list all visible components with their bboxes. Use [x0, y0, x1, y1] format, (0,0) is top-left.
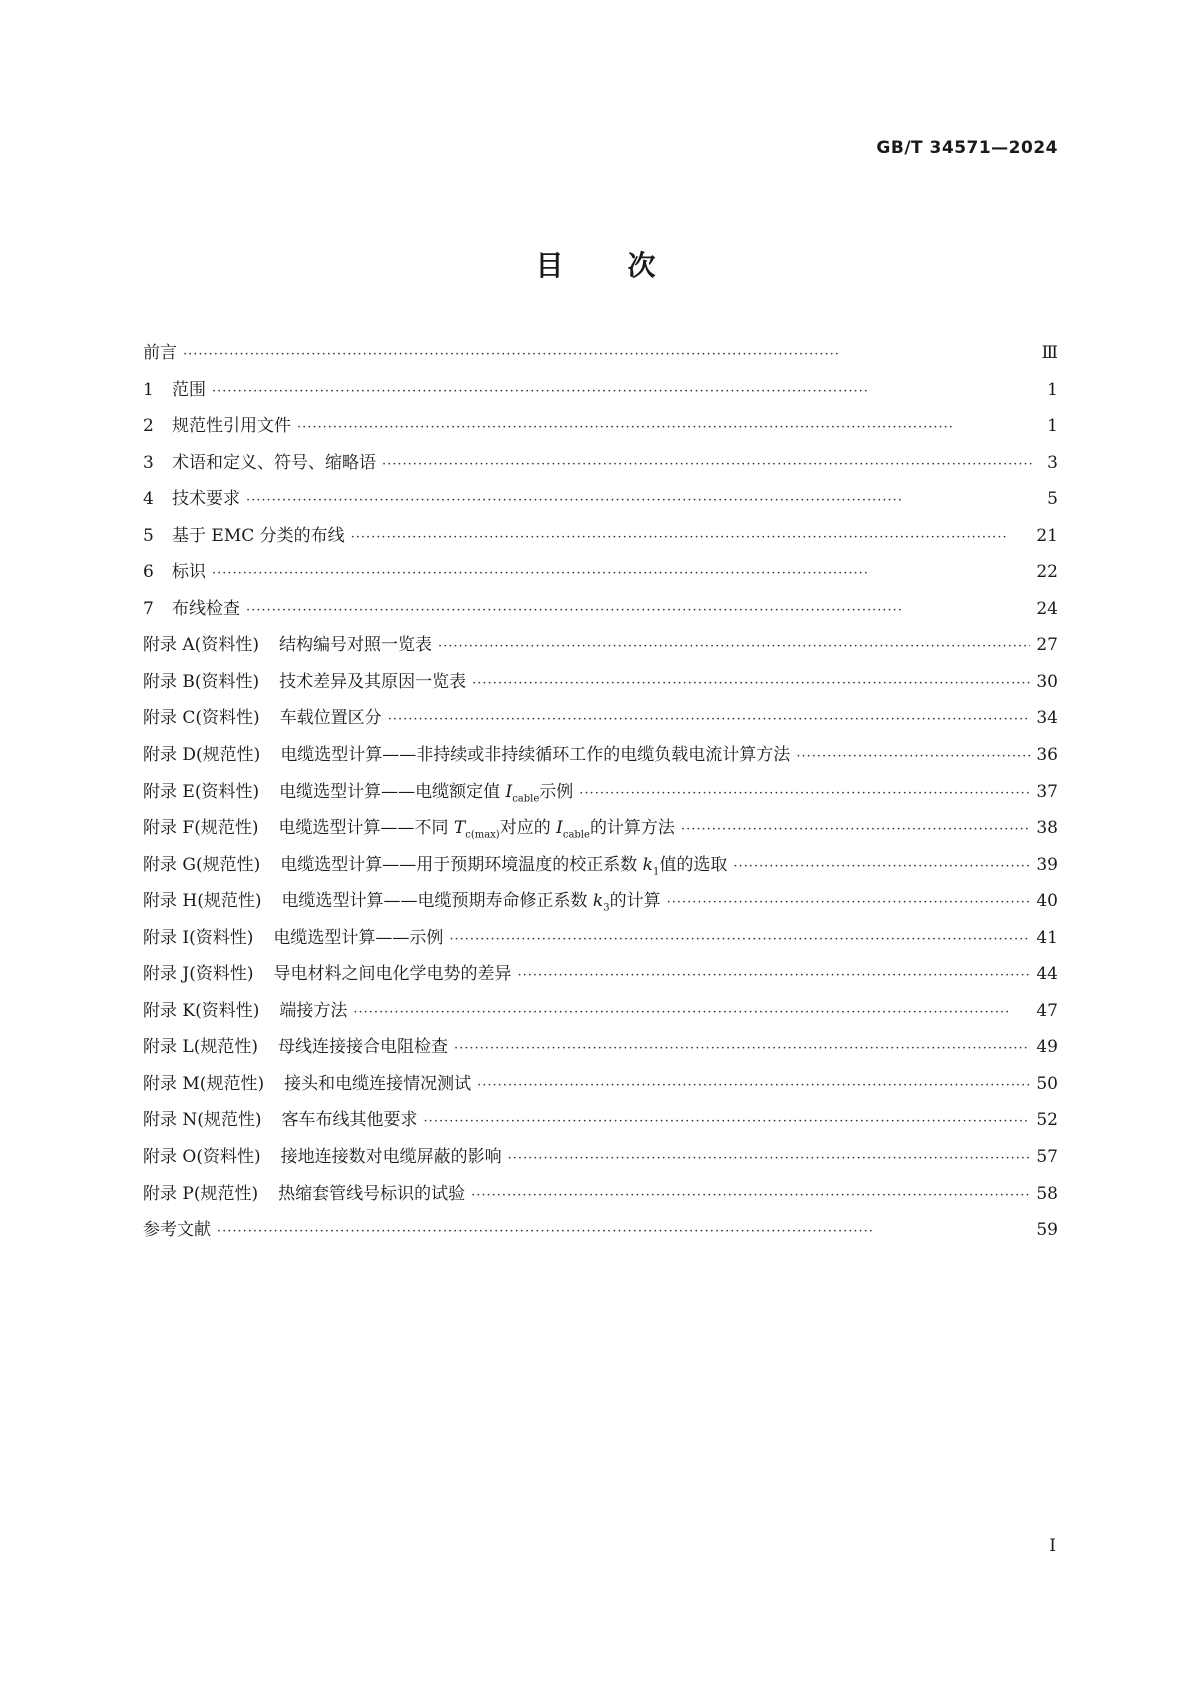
toc-entry-subscript: 1: [652, 866, 660, 878]
toc-entry-title: [282, 886, 661, 913]
toc-entry-title-text: 术语和定义、符号、缩略语: [172, 452, 376, 473]
toc-entry-title: [278, 1032, 448, 1057]
toc-entry-title-text: 电缆选型计算——电缆预期寿命修正系数: [281, 891, 588, 912]
toc-dot-leader: [733, 859, 1030, 874]
toc-entry-page-number: 1: [1047, 416, 1058, 437]
toc-entry-number: 1: [143, 379, 154, 400]
toc-entry-appendix-label: 附录 P(规范性): [143, 1183, 259, 1204]
toc-entry-title: [284, 1069, 471, 1094]
toc-entry-page-number: 3: [1047, 452, 1058, 473]
toc-dot-leader: [424, 1114, 1031, 1129]
toc-entry-title-text: 端接方法: [279, 1000, 348, 1021]
toc-entry-page-number: 38: [1036, 818, 1058, 839]
toc-entry[interactable]: [143, 594, 1058, 631]
toc-entry-page-number: 49: [1036, 1037, 1058, 1058]
toc-entry-title: [273, 959, 511, 984]
toc-entry-title: [172, 411, 291, 436]
toc-entry[interactable]: [143, 923, 1058, 960]
toc-entry-page-number: 47: [1036, 1000, 1058, 1021]
toc-entry-title-text: 结构编号对照一览表: [278, 635, 432, 656]
toc-dot-leader: [681, 822, 1030, 837]
toc-entry-title: [172, 375, 206, 400]
toc-entry-title-text: 热缩套管线号标识的试验: [278, 1183, 466, 1204]
toc-entry[interactable]: [143, 1179, 1058, 1216]
toc-entry-title-text: 示例: [539, 781, 574, 802]
toc-entry-title: [143, 1215, 211, 1240]
toc-entry-subscript: cable: [512, 792, 540, 804]
toc-entry-title-text: 电缆选型计算——不同: [278, 818, 449, 839]
toc-entry-title: [278, 1179, 465, 1204]
toc-entry-number: 3: [143, 452, 154, 473]
toc-entry-page-number: 59: [1036, 1220, 1058, 1241]
toc-entry[interactable]: [143, 777, 1058, 814]
toc-entry-appendix-label: 附录 D(规范性): [143, 745, 261, 766]
toc-heading-part1: 目: [535, 249, 564, 282]
toc-dot-leader: [454, 1041, 1030, 1056]
toc-entry-title: [172, 557, 206, 582]
toc-entry[interactable]: [143, 667, 1058, 704]
toc-entry-subscript: cable: [562, 829, 590, 841]
toc-entry-variable: I: [505, 781, 513, 802]
toc-dot-leader: [388, 712, 1031, 727]
toc-entry-page-number: 50: [1036, 1073, 1058, 1094]
toc-entry-appendix-label: 附录 L(规范性): [143, 1037, 258, 1058]
toc-dot-leader: [246, 603, 1030, 618]
toc-entry-title: [279, 667, 466, 692]
toc-entry-title-text: 范围: [172, 379, 206, 400]
toc-entry-number: 4: [143, 489, 154, 510]
toc-dot-leader: [297, 420, 1034, 435]
toc-dot-leader: [438, 639, 1030, 654]
toc-entry-page-number: 37: [1036, 781, 1058, 802]
toc-entry-title-text: 客车布线其他要求: [281, 1110, 418, 1131]
toc-entry-appendix-label: 附录 F(规范性): [143, 818, 259, 839]
toc-entry-title-text: 技术差异及其原因一览表: [279, 671, 467, 692]
toc-entry[interactable]: [143, 1142, 1058, 1179]
toc-entry[interactable]: [143, 959, 1058, 996]
toc-entry-page-number: 39: [1036, 854, 1058, 875]
toc-entry-page-number: 41: [1036, 927, 1058, 948]
toc-entry-appendix-label: 附录 J(资料性): [143, 964, 254, 985]
toc-entry-page-number: 21: [1036, 525, 1058, 546]
toc-entry-title-text: 接头和电缆连接情况测试: [284, 1073, 472, 1094]
toc-entry-subscript: 3: [603, 902, 610, 914]
toc-entry-appendix-label: 附录 N(规范性): [143, 1110, 262, 1131]
toc-entry[interactable]: [143, 850, 1058, 887]
toc-entry[interactable]: [143, 1215, 1058, 1252]
toc-entry-title-text: 接地连接数对电缆屏蔽的影响: [280, 1147, 502, 1168]
toc-entry-title-text: 电缆选型计算——非持续或非持续循环工作的电缆负载电流计算方法: [280, 745, 791, 766]
toc-entry-title-text: 对应的: [499, 818, 551, 839]
toc-entry-page-number: 40: [1036, 891, 1058, 912]
toc-dot-leader: [382, 457, 1034, 472]
standard-code: GB/T 34571—2024: [876, 138, 1058, 158]
toc-entry[interactable]: [143, 886, 1058, 923]
toc-dot-leader: [351, 530, 1031, 545]
toc-entry-title: [172, 484, 240, 509]
toc-entry[interactable]: [143, 703, 1058, 740]
toc-entry-appendix-label: 附录 A(资料性): [143, 635, 259, 656]
toc-dot-leader: [212, 384, 1034, 399]
toc-entry-title-text: 电缆选型计算——用于预期环境温度的校正系数: [280, 854, 638, 875]
toc-entry-title-text: 参考文献: [143, 1220, 211, 1241]
toc-dot-leader: [183, 347, 1034, 362]
toc-entry-appendix-label: 附录 O(资料性): [143, 1147, 261, 1168]
toc-entry[interactable]: [143, 375, 1058, 412]
toc-dot-leader: [508, 1151, 1031, 1166]
toc-entry-page-number: 27: [1036, 635, 1058, 656]
toc-entry-title-text: 基于 EMC 分类的布线: [172, 525, 345, 546]
toc-entry-title: [280, 740, 790, 765]
toc-entry-variable: T: [453, 818, 466, 839]
toc-dot-leader: [353, 1005, 1030, 1020]
toc-entry-title-text: 的计算: [609, 891, 661, 912]
toc-entry-title-text: 布线检查: [172, 598, 240, 619]
toc-entry[interactable]: [143, 557, 1058, 594]
toc-entry-number: 7: [143, 598, 154, 619]
toc-entry-title: [279, 630, 432, 655]
page-folio: I: [1049, 1536, 1056, 1556]
toc-heading-part2: 次: [627, 249, 656, 282]
toc-entry-appendix-label: 附录 K(资料性): [143, 1000, 260, 1021]
toc-entry-page-number: 24: [1036, 598, 1058, 619]
toc-dot-leader: [667, 895, 1031, 910]
toc-entry-page-number: 44: [1036, 964, 1058, 985]
toc-entry-title-text: 电缆选型计算——电缆额定值: [279, 781, 501, 802]
toc-entry[interactable]: [143, 484, 1058, 521]
toc-entry-variable: k: [592, 891, 604, 912]
toc-entry-appendix-label: 附录 H(规范性): [143, 891, 262, 912]
toc-entry-title: [172, 448, 376, 473]
toc-dot-leader: [449, 932, 1030, 947]
toc-dot-leader: [579, 786, 1030, 801]
toc-dot-leader: [471, 1188, 1030, 1203]
toc-entry-title: [282, 1105, 418, 1130]
toc-entry-number: 5: [143, 525, 154, 546]
toc-entry-title-text: 导电材料之间电化学电势的差异: [273, 964, 512, 985]
toc-entry-page-number: 5: [1047, 489, 1058, 510]
toc-heading: [0, 244, 1191, 284]
toc-dot-leader: [217, 1224, 1030, 1239]
toc-entry-title-text: 前言: [143, 343, 177, 363]
toc-entry[interactable]: [143, 411, 1058, 448]
toc-entry-page-number: 22: [1036, 562, 1058, 583]
toc-entry[interactable]: [143, 1032, 1058, 1069]
toc-dot-leader: [246, 493, 1034, 508]
toc-entry[interactable]: [143, 1069, 1058, 1106]
toc-entry-title-text: 技术要求: [172, 489, 240, 510]
toc-dot-leader: [477, 1078, 1030, 1093]
toc-entry-title-text: 值的选取: [659, 854, 728, 875]
toc-entry-variable: I: [556, 818, 563, 839]
toc-entry[interactable]: [143, 338, 1058, 375]
toc-entry-title-text: 车载位置区分: [279, 708, 382, 729]
toc-entry-title-text: 规范性引用文件: [172, 416, 291, 437]
toc-entry-title: [143, 338, 177, 363]
toc-entry[interactable]: [143, 996, 1058, 1033]
toc-entry-title: [278, 813, 674, 840]
toc-entry-title: [279, 996, 347, 1021]
toc-entry-number: 6: [143, 562, 154, 583]
toc-entry-title-text: 的计算方法: [589, 818, 675, 839]
toc-entry-title: [172, 594, 240, 619]
toc-entry-page-number: 34: [1036, 708, 1058, 729]
toc-entry-title: [279, 777, 573, 804]
toc-entry-title: [273, 923, 443, 948]
toc-dot-leader: [796, 749, 1030, 764]
toc-entry-appendix-label: 附录 B(资料性): [143, 671, 260, 692]
toc-entry-appendix-label: 附录 C(资料性): [143, 708, 260, 729]
toc-entry-title: [280, 850, 727, 877]
toc-entry[interactable]: [143, 521, 1058, 558]
toc-entry-title-text: 标识: [172, 562, 206, 583]
toc-entry-title: [172, 521, 345, 546]
toc-entry-appendix-label: 附录 I(资料性): [143, 927, 254, 948]
toc-entry-page-number: 30: [1036, 671, 1058, 692]
toc-entry[interactable]: [143, 448, 1058, 485]
toc-entry-page-number: Ⅲ: [1041, 343, 1058, 363]
toc-dot-leader: [472, 676, 1030, 691]
toc-entry[interactable]: [143, 1105, 1058, 1142]
toc-entry-appendix-label: 附录 G(规范性): [143, 854, 261, 875]
toc-entry-variable: k: [642, 854, 653, 875]
toc-entry-page-number: 58: [1036, 1183, 1058, 1204]
table-of-contents: [143, 338, 1058, 1252]
toc-entry-title-text: 母线连接接合电阻检查: [277, 1037, 448, 1058]
toc-entry-appendix-label: 附录 M(规范性): [143, 1073, 265, 1094]
toc-entry-appendix-label: 附录 E(资料性): [143, 781, 260, 802]
toc-entry-number: 2: [143, 416, 154, 437]
toc-entry-subscript: c(max): [465, 829, 500, 841]
toc-entry[interactable]: [143, 630, 1058, 667]
toc-entry[interactable]: [143, 740, 1058, 777]
toc-entry-title-text: 电缆选型计算——示例: [273, 927, 444, 948]
toc-entry-page-number: 57: [1036, 1147, 1058, 1168]
toc-entry-page-number: 52: [1036, 1110, 1058, 1131]
toc-entry-title: [280, 703, 382, 728]
toc-dot-leader: [517, 968, 1030, 983]
toc-entry[interactable]: [143, 813, 1058, 850]
toc-entry-page-number: 36: [1036, 745, 1058, 766]
toc-entry-page-number: 1: [1047, 379, 1058, 400]
toc-dot-leader: [212, 566, 1030, 581]
toc-entry-title: [281, 1142, 502, 1167]
